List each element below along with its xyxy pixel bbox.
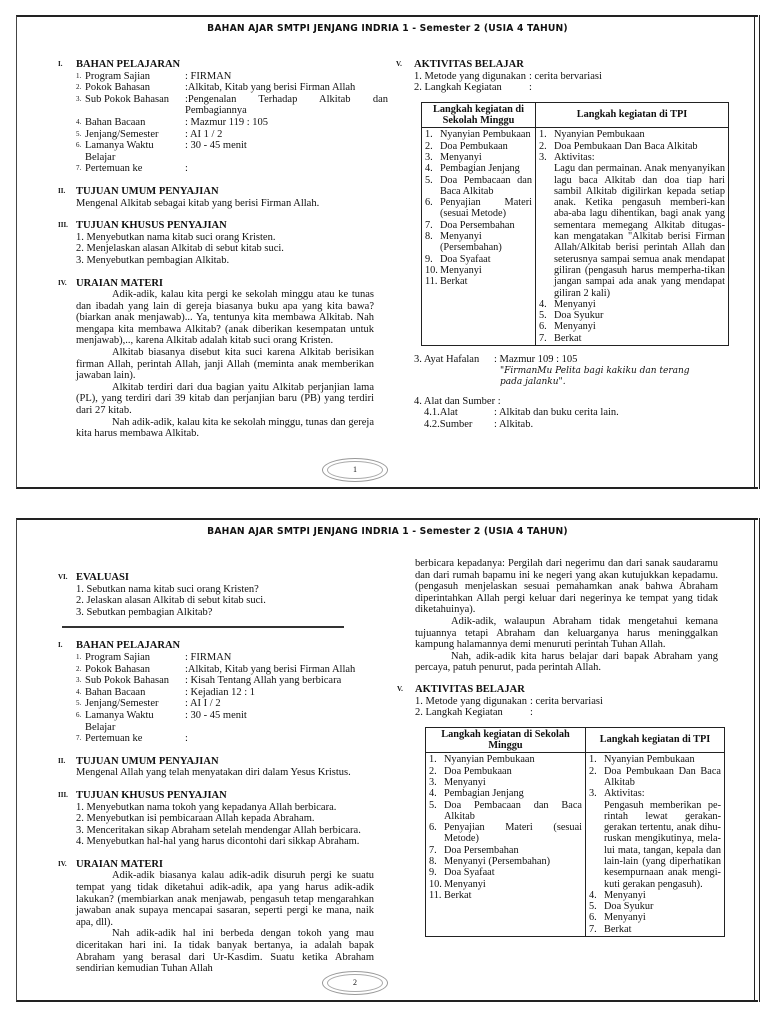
list-item: 1. Sebutkan nama kitab suci orang Kristen? [76,583,259,595]
table-cell-item [589,800,721,890]
section-number: III. [58,790,68,799]
table-header: Langkah kegiatan di Sekolah Minggu [422,102,536,128]
list-item: 4. Menyebutkan hal-hal yang harus dicontohi dari sikkap Abraham. [76,836,360,848]
field-row [76,94,388,117]
field-label: 2. Langkah Kegiatan [415,707,503,719]
item-text: Doa Pembukaan Dan Baca Alkitab [604,765,721,788]
item-number: 5. [425,174,433,186]
item-text: Berkat [604,923,632,935]
item-number: 1. [76,652,82,661]
list-item: 3. Menceritakan sikap Abraham setelah mendengar Allah berbicara. [76,824,361,836]
item-text: Menyanyi (Persembahan) [444,855,551,867]
item-number: 7. [539,332,547,344]
field-value: : cerita bervariasi [529,70,602,82]
section-number: V. [396,60,402,68]
section-title: TUJUAN KHUSUS PENYAJIAN [76,789,227,801]
field-label: Sub Pokok Bahasan [85,93,169,105]
table-cell-item [429,788,582,799]
section-title: BAHAN PELAJARAN [76,59,181,70]
item-number: 4. [425,163,433,175]
field-row [76,687,388,699]
item-number: 5. [589,901,597,913]
item-text: Pembagian Jenjang [444,788,524,800]
item-number [539,163,554,299]
item-number: 2. [539,140,547,152]
item-text: Doa Pembacaan dan Baca Alkitab [444,799,582,822]
item-number: 3. [425,151,433,163]
item-number [589,800,604,890]
page-number: 2 [353,978,357,987]
langkah-kegiatan-table [421,102,729,346]
table-cell-item [539,299,725,310]
list-item: 2. Menyebutkan isi pembicaraan Allah kepada Abraham. [76,813,315,825]
section-title: URAIAN MATERI [76,858,164,870]
field-label: Jenjang/Semester [85,698,159,710]
table-header: Langkah kegiatan di TPI [536,102,729,128]
item-number: 5. [539,310,547,322]
field-label: 3. Ayat Hafalan [414,354,480,366]
item-text: Doa Pembacaan dan Baca Alkitab [440,174,532,197]
section-number: VI. [58,573,68,581]
paragraph: Nah adik-adik hal ini berbeda dengan tokoh yang mau diceritakan hari ini. Ia tidak banyak bertanya, ia adalah bapak Abraham yang berasal dari Ur-Kasdim. Suatu ketika Abraham sendirian kemudian Tuhan Allah [76,928,374,975]
page-number: 1 [353,465,357,474]
page-1 [16,15,758,489]
field-label: Pertemuan ke [85,733,143,745]
item-number: 4. [589,889,597,901]
table-cell-item [589,890,721,901]
field-row [76,733,388,745]
field-value: : FIRMAN [185,70,232,82]
table-cell-item [539,321,725,332]
left-column [58,59,388,440]
item-text: Doa Pembukaan [440,140,508,152]
item-number: 11. [429,889,442,901]
table-cell-item [589,788,721,799]
list-item: 1. Menyebutkan nama tokoh yang kepadanya Allah berbicara. [76,801,337,813]
field-value: : FIRMAN [185,651,232,663]
page-number-badge [322,971,388,995]
item-number: 8. [429,855,437,867]
table-cell-item [429,822,582,845]
section-tujuan-khusus [58,790,388,848]
paragraph: Adik-adik, kalau kita pergi ke sekolah minggu atau ke tunas dan ibadah yang lain di gereja biasanya buku apa yang kita bawa? (biarkan anak menjawab)... Ya, tentunya kita membawa Alkitab. Nah mengapa kita membawa Alkitab? (anak diberikan kesempatan untuk menjawab),.., karena Alkitab adalah kitab suci orang Kristen. [76,289,374,347]
field-value: :Alkitab, Kitab yang berisi Firman Allah [185,82,356,94]
field-label: 2. Langkah Kegiatan [414,82,502,94]
field-label: Pokok Bahasan [85,82,151,94]
section-tujuan-khusus [58,220,388,266]
table-cell-item [425,129,532,140]
item-number: 3. [76,676,82,685]
alat-dan-sumber [414,396,734,431]
item-text: Aktivitas: [604,788,645,800]
paragraph: Adik-adik biasanya kalau adik-adik disuruh pergi ke suatu tempat yang tidak diketahui adik-adik, apa yang harus adik-adik lakukan? (membiarkan anak menjawab, pengasuh tetap mengarahkan jawaban anak supaya mencapai sasaran, seperti pergi ke mana, naik apa, dll). [76,870,374,928]
page-header-title: BAHAN AJAR SMTPI JENJANG INDRIA 1 - Semester 2 (USIA 4 TAHUN) [207,526,568,537]
field-row [76,82,388,94]
table-cell-item [589,754,721,765]
item-text: Doa Persembahan [440,219,515,231]
section-title: AKTIVITAS BELAJAR [415,683,525,695]
table-cell-item [539,152,725,163]
langkah-kegiatan-table [425,727,725,937]
item-text: Aktivitas: [554,151,595,163]
table-cell-item [425,231,532,254]
page-number-badge [322,458,388,482]
item-text: Nyanyian Pembukaan [444,754,535,766]
item-number: 2. [429,765,437,777]
field-row [76,71,388,83]
field-value: :Pengenalan Terhadap Alkitab dan Pembagiannya [185,93,388,117]
item-text: Nyanyian Pembukaan [440,129,531,141]
item-number: 7. [76,164,82,173]
field-label: 4.2.Sumber [424,418,473,430]
section-number: IV. [58,859,67,868]
item-number: 3. [429,776,437,788]
table-cell-item [425,141,532,152]
item-number: 4. [429,788,437,800]
item-text: Berkat [444,889,472,901]
field-label: 1. Metode yang digunakan [414,70,526,82]
item-number: 7. [589,923,597,935]
table-cell-item [425,254,532,265]
list-item: 2. Menjelaskan alasan Alkitab di sebut kitab suci. [76,243,284,255]
item-text: Nyanyian Pembukaan [554,129,645,141]
section-number: IV. [58,278,67,287]
field-value: : cerita bervariasi [530,695,603,707]
field-row [76,129,388,141]
item-text: Doa Persembahan [444,844,519,856]
field-label: Bahan Bacaan [85,116,146,128]
right-column [396,59,741,430]
table-cell-item [425,152,532,163]
item-number: 1. [429,754,437,766]
section-number: II. [58,756,66,765]
item-number: 6. [425,197,433,209]
item-text: Doa Syafaat [444,867,495,879]
item-text: Menyanyi [444,776,486,788]
section-number: I. [58,641,63,650]
item-number: 6. [589,912,597,924]
item-number: 9. [429,867,437,879]
section-evaluasi [58,572,388,628]
field-value: : [530,707,533,719]
list-item: 2. Jelaskan alasan Alkitab di sebut kitab suci. [76,595,266,607]
field-label: Program Sajian [85,70,151,82]
item-text: Doa Syafaat [440,253,491,265]
table-cell-item [589,912,721,923]
field-value: : [185,733,188,745]
item-number: 1. [425,129,433,141]
item-text: Menyanyi [604,889,646,901]
section-number: V. [397,684,403,693]
item-number: 6. [539,321,547,333]
section-uraian-materi [58,278,374,440]
table-cell-item [429,890,582,901]
table-cell-item [425,175,532,198]
section-text: Mengenal Allah yang telah menyatakan diri dalam Yesus Kristus. [76,767,351,779]
field-value: : 30 - 45 menit [185,140,247,152]
table-cell-item [539,129,725,140]
table-cell-item [429,766,582,777]
section-title: TUJUAN KHUSUS PENYAJIAN [76,220,227,232]
table-cell-item [429,867,582,878]
table-cell-item [429,879,582,890]
field-row [76,710,388,733]
field-value: : [529,82,532,94]
table-cell-item [429,777,582,788]
item-text: Berkat [440,276,468,288]
field-value: : AI 1 / 2 [185,128,223,140]
table-cell-item [425,197,532,220]
item-number: 5. [76,129,82,138]
item-text: Menyanyi [554,321,596,333]
table-cell-item [425,163,532,174]
field-row [76,117,388,129]
table-cell-item [539,310,725,321]
memory-verse-quote: "FirmanMu Pelita bagi kakiku dan terang pada jalanku". [500,365,690,387]
table-cell-item [589,924,721,935]
table-cell-item [589,766,721,789]
list-item: 3. Sebutkan pembagian Alkitab? [76,606,213,618]
field-label: 1. Metode yang digunakan [415,695,527,707]
field-row [76,698,388,710]
table-header: Langkah kegiatan di TPI [586,727,725,753]
field-label: Sub Pokok Bahasan [85,675,169,687]
field-row [76,664,388,676]
section-aktivitas-belajar [397,684,737,719]
item-number: 3. [76,94,82,103]
item-text: Lagu dan permainan. Anak menyanyikan lagu baca Alkitab dan doa tiap hari sambil Alkitab digilirkan kepada setiap anak. Ketika pengasuh memberi-kan aba-aba lagu dihentikan, bagi anak yang sementara memegang Alkitab ditugas-kan mengatakan "Alkitab berisi Firman Allah/Alkitab berisi perintah Allah dan seterusnya sampai semua anak mendapat giliran (pengasuh harus memperha-tikan jangan sampai ada anak yang mendapat giliran 2 kali) [554,163,725,299]
item-number: 7. [425,219,433,231]
uraian-materi-continued [415,558,718,674]
paragraph: Alkitab biasanya disebut kita suci karena Alkitab berisikan firman Allah, perintah Allah, janji Allah (meminta anak memberikan jawaban lain). [76,347,374,382]
item-number: 9. [425,253,433,265]
item-text: Penyajian Materi (sesuai Metode) [440,197,532,220]
item-number: 10. [429,878,442,890]
section-title: TUJUAN UMUM PENYAJIAN [76,185,219,197]
paragraph: Nah adik-adik, kalau kita ke sekolah minggu, tunas dan gereja kita harus membawa Alkitab. [76,416,374,440]
item-number: 7. [429,844,437,856]
item-text: Pembagian Jenjang [440,163,520,175]
table-cell-item [425,265,532,276]
item-number: 3. [589,788,597,800]
section-aktivitas-belajar [396,59,741,94]
table-cell-item [429,856,582,867]
table-header: Langkah kegiatan di Sekolah Minggu [426,727,586,753]
table-cell-item [539,333,725,344]
section-title: URAIAN MATERI [76,277,164,289]
field-row [76,140,388,163]
section-number: III. [58,221,68,230]
item-number: 10. [425,264,438,276]
ayat-hafalan [414,354,734,388]
item-text: Menyanyi [554,298,596,310]
table-cell-item [589,901,721,912]
table-cell-item [429,845,582,856]
item-text: Penyajian Materi (sesuai Metode) [444,822,582,845]
section-text: Mengenal Alkitab sebagai kitab yang berisi Firman Allah. [76,197,320,209]
field-label: Pokok Bahasan [85,663,151,675]
item-text: Menyanyi [440,151,482,163]
table-cell-item [425,220,532,231]
item-text: Doa Syukur [554,310,604,322]
left-column [58,572,388,975]
field-label: Lamanya Waktu Belajar [85,709,154,733]
item-number: 1. [539,129,547,141]
section-title: AKTIVITAS BELAJAR [414,59,524,70]
field-row [76,652,388,664]
field-label: Pertemuan ke [85,163,143,175]
field-label: Bahan Bacaan [85,686,146,698]
item-number: 5. [429,799,437,811]
field-label: 4.1.Alat [424,407,458,419]
item-number: 2. [589,765,597,777]
table-cell-item [539,141,725,152]
paragraph: berbicara kepadanya: Pergilah dari negerimu dan dari sanak saudaramu dan dari rumah bapamu ini ke negeri yang akan kutujukkan kepadamu. (pengasuh menjelaskan sesuai pemahamkan anak bahwa Abraham diperintahkan Allah pergi keluar dari negerinya ke tempat yang tidak diketahuinya). [415,558,718,616]
field-label: Lamanya Waktu Belajar [85,140,154,163]
field-row [76,675,388,687]
section-title: EVALUASI [76,572,129,583]
paragraph: Alkitab terdiri dari dua bagian yaitu Alkitab perjanjian lama (PL), yang terdiri dari 39 kitab dan perjanjian baru (PB) yang terdiri dari 27 kitab. [76,381,374,417]
field-value: : Kisah Tentang Allah yang berbicara [185,675,342,687]
field-value: : Mazmur 119 : 105 [185,116,269,128]
item-number: 6. [76,141,82,150]
item-number: 8. [425,231,433,243]
item-text: Menyanyi (Persembahan) [440,231,502,254]
item-text: Menyanyi [604,912,646,924]
item-text: Berkat [554,332,582,344]
item-number: 4. [76,687,82,696]
paragraph: Adik-adik, walaupun Abraham tidak mengetahui kemana tujuannya tetapi Abraham dan keluarganya harus meninggalkan kampung halamannya demi menuruti perintah Tuhan Allah. [415,615,718,651]
field-label: Program Sajian [85,651,151,663]
section-number: II. [58,186,66,195]
section-tujuan-umum [58,756,388,779]
divider [62,626,344,628]
list-item: 1. Menyebutkan nama kitab suci orang Kristen. [76,231,276,243]
table-cell-item [425,276,532,287]
list-item: 3. Menyebutkan pembagian Alkitab. [76,254,230,266]
field-value: : Alkitab dan buku cerita lain. [494,407,619,419]
item-number: 2. [425,140,433,152]
item-text: Nyanyian Pembukaan [604,754,695,766]
item-number: 1. [589,754,597,766]
item-number: 2. [76,664,82,673]
field-value: : Mazmur 109 : 105 [494,354,578,366]
right-column [397,558,737,937]
page-header-title: BAHAN AJAR SMTPI JENJANG INDRIA 1 - Semester 2 (USIA 4 TAHUN) [207,23,568,34]
item-number: 4. [76,117,82,126]
item-number: 5. [76,699,82,708]
item-number: 4. [539,298,547,310]
page-2 [16,518,758,1002]
item-number: 6. [429,822,437,834]
item-text: Pengasuh memberikan pe-rintah lewat gerakan-gerakan tertentu, anak dihu-ruskan mengikutinya, mela-lui mata, tangan, kepala dan lain-lain (yang diperhatikan kesempurnaan anak mengi-kuti gerakan pengasuh). [604,799,721,890]
field-value: : 30 - 45 menit [185,709,247,721]
section-title: BAHAN PELAJARAN [76,640,181,652]
item-number: 3. [539,151,547,163]
item-text: Doa Pembukaan Dan Baca Alkitab [554,140,698,152]
section-tujuan-umum [58,186,388,209]
item-number: 7. [76,734,82,743]
item-number: 1. [76,71,82,80]
item-text: Menyanyi [440,264,482,276]
item-number: 2. [76,83,82,92]
section-uraian-materi [58,859,374,975]
field-row [76,163,388,175]
field-label: 4. Alat dan Sumber : [414,395,501,407]
table-cell-item [539,163,725,299]
field-value: :Alkitab, Kitab yang berisi Firman Allah [185,663,356,675]
paragraph: Nah, adik-adik kita harus belajar dari bapak Abraham yang percaya, patuh penurut, pada perintah Allah. [415,650,718,674]
field-value: : Kejadian 12 : 1 [185,686,255,698]
field-label: Jenjang/Semester [85,128,159,140]
table-cell-item [429,754,582,765]
item-text: Doa Syukur [604,901,654,913]
item-text: Doa Pembukaan [444,765,512,777]
field-value: : [185,163,188,175]
item-number: 11. [425,276,438,288]
section-title: TUJUAN UMUM PENYAJIAN [76,755,219,767]
item-number: 6. [76,710,82,719]
section-bahan-pelajaran [58,640,388,744]
section-number: I. [58,60,63,68]
table-cell-item [429,800,582,823]
field-value: : AI I / 2 [185,698,221,710]
field-value: : Alkitab. [494,418,534,430]
item-text: Menyanyi [444,878,486,890]
section-bahan-pelajaran [58,59,388,175]
